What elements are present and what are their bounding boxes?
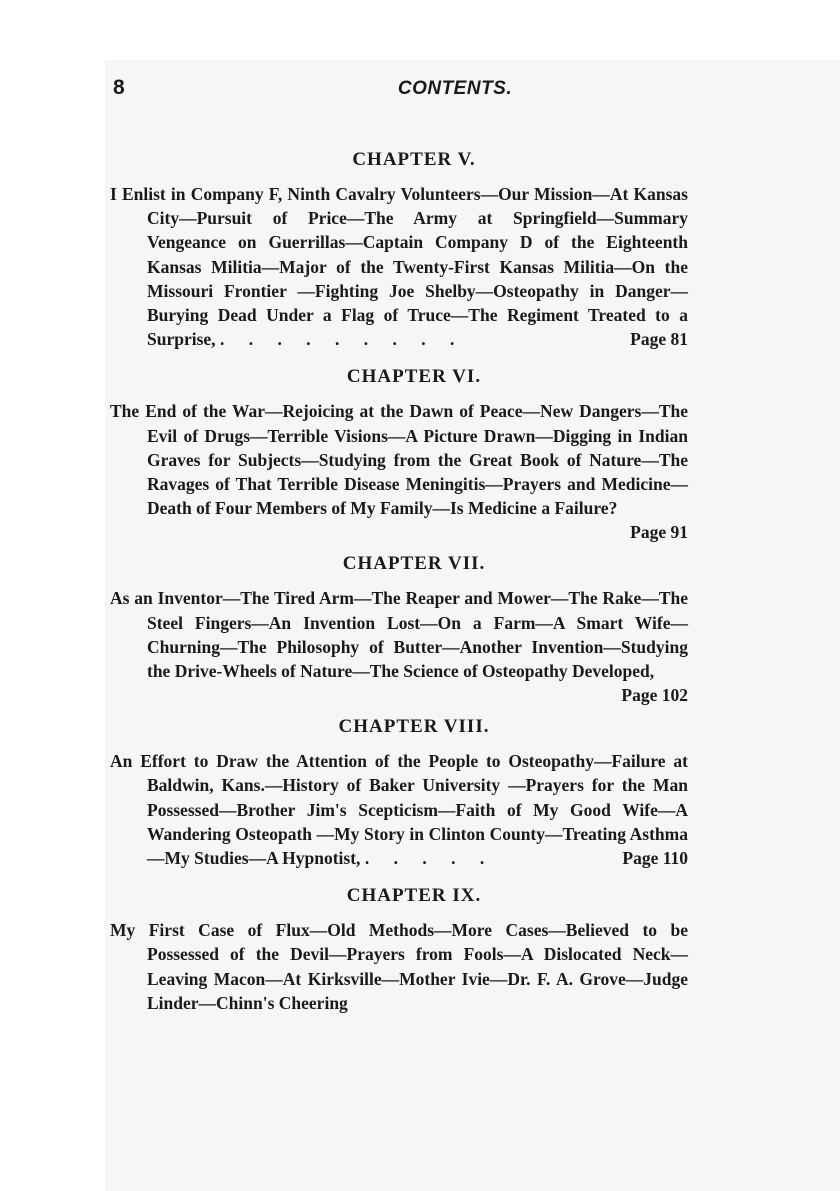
chapter-heading: CHAPTER IX. xyxy=(346,885,482,907)
chapter-heading: CHAPTER VIII. xyxy=(338,716,490,738)
page-reference: Page 110 xyxy=(622,848,688,869)
chapter-summary-text: An Effort to Draw the Attention of the People to Osteopathy—Failure at Baldwin, Kans.—History of Baker University —Prayers for the Man Possessed—Brother Jim's Scepticism—Faith of My Good Wife—A Wandering Osteopath —My Story in Clinton County—Treating Asthma—My Studies—A Hypnotist, xyxy=(110,751,688,869)
running-title: CONTENTS. xyxy=(397,78,513,99)
chapter-summary: The End of the War—Rejoicing at the Dawn of Peace—New Dangers—The Evil of Drugs—Terrible Visions—A Picture Drawn—Digging in Indian Graves for Subjects—Studying from the Great Book of Nature—The Ravages of That Terrible Disease Meningitis—Prayers and Medicine—Death of Four Members of My Family—Is Medicine a Failure? xyxy=(110,401,688,519)
dot-leader: . . . . . xyxy=(364,848,495,869)
chapter-entry-5 xyxy=(110,148,688,351)
dot-leader: . . . . . . . . . xyxy=(219,329,465,350)
page-reference: Page 91 xyxy=(630,522,688,543)
chapter-summary: As an Inventor—The Tired Arm—The Reaper and Mower—The Rake—The Steel Fingers—An Invention Lost—On a Farm—A Smart Wife—Churning—The Philosophy of Butter—Another Invention—Studying the Drive-Wheels of Nature—The Science of Osteopathy Developed, xyxy=(110,588,688,682)
chapter-summary xyxy=(110,749,688,870)
page-reference: Page 81 xyxy=(630,329,688,350)
chapter-heading: CHAPTER VI. xyxy=(346,366,482,388)
chapter-summary-text: I Enlist in Company F, Ninth Cavalry Volunteers—Our Mission—At Kansas City—Pursuit of Price—The Army at Springfield—Summary Vengeance on Guerrillas—Captain Company D of the Eighteenth Kansas Militia—Major of the Twenty-First Kansas Militia—On the Missouri Frontier —Fighting Joe Shelby—Osteopathy in Danger—Burying Dead Under a Flag of Truce—The Regiment Treated to a Surprise, xyxy=(110,184,688,350)
chapter-summary: My First Case of Flux—Old Methods—More Cases—Believed to be Possessed of the Devil—Prayers from Fools—A Dislocated Neck—Leaving Macon—At Kirksville—Mother Ivie—Dr. F. A. Grove—Judge Linder—Chinn's Cheering xyxy=(110,920,688,1013)
chapter-heading: CHAPTER VII. xyxy=(342,553,486,575)
chapter-entry-9 xyxy=(110,884,688,1015)
chapter-entry-6 xyxy=(110,365,688,544)
contents-list xyxy=(110,148,688,1015)
page-reference: Page 102 xyxy=(621,685,688,706)
page-number: 8 xyxy=(113,76,125,99)
chapter-heading: CHAPTER V. xyxy=(352,149,476,170)
chapter-summary xyxy=(110,182,688,351)
chapter-entry-7 xyxy=(110,552,688,707)
chapter-entry-8 xyxy=(110,715,688,870)
